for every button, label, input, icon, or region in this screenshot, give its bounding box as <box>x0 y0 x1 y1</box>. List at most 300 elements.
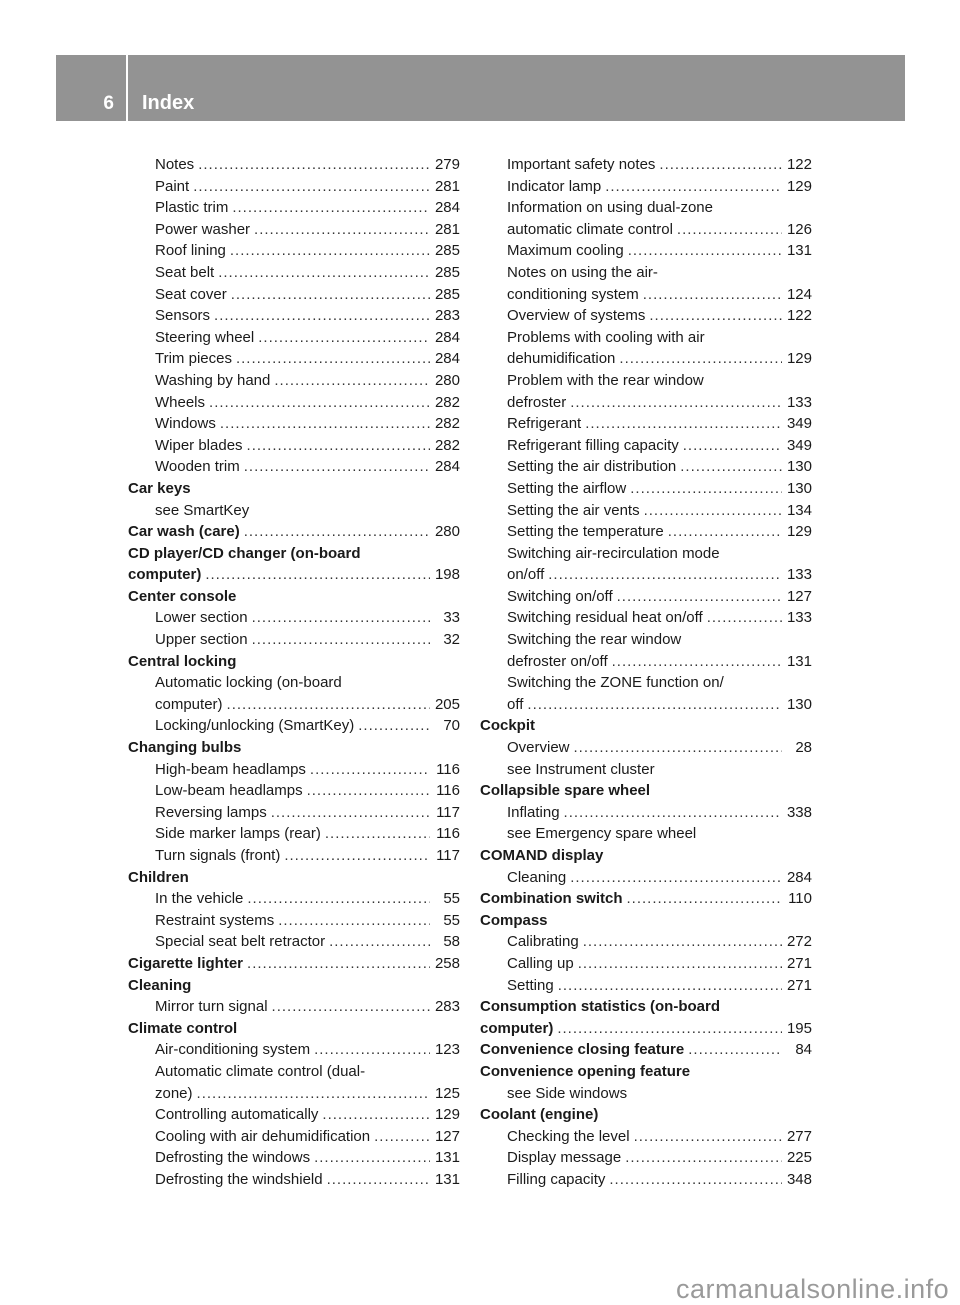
dot-leader <box>252 607 430 629</box>
index-heading <box>480 910 812 932</box>
page-reference[interactable]: 130 <box>786 458 812 476</box>
index-entry[interactable] <box>128 629 460 651</box>
page-reference[interactable]: 285 <box>434 263 460 281</box>
entry-text: Overview of systems <box>507 307 646 325</box>
entry-text: Refrigerant <box>507 415 582 433</box>
dot-leader <box>612 651 782 673</box>
index-entry[interactable] <box>128 1104 460 1126</box>
dot-leader <box>630 478 782 500</box>
page-reference[interactable]: 131 <box>786 652 812 670</box>
entry-text: Setting the air vents <box>507 501 640 519</box>
page-reference[interactable]: 131 <box>786 242 812 260</box>
page-reference[interactable]: 283 <box>434 307 460 325</box>
index-entry[interactable] <box>128 240 460 262</box>
page-reference[interactable]: 283 <box>434 998 460 1016</box>
page-reference[interactable]: 116 <box>436 782 460 800</box>
index-entry[interactable] <box>480 284 812 306</box>
entry-text: automatic climate control <box>507 220 673 238</box>
page-reference[interactable]: 116 <box>436 825 460 843</box>
index-entry[interactable] <box>480 219 812 241</box>
dot-leader <box>322 1104 430 1126</box>
page-reference[interactable]: 127 <box>786 587 812 605</box>
entry-text: see SmartKey <box>155 501 250 519</box>
index-entry[interactable] <box>128 802 460 824</box>
page-reference[interactable]: 271 <box>786 976 812 994</box>
index-entry[interactable] <box>128 780 460 802</box>
dot-leader <box>627 888 783 910</box>
index-entry[interactable] <box>128 370 460 392</box>
index-entry[interactable] <box>480 435 812 457</box>
index-entry[interactable] <box>128 1147 460 1169</box>
entry-text: Center console <box>128 587 237 605</box>
index-entry[interactable] <box>480 240 812 262</box>
page-reference[interactable]: 280 <box>434 371 460 389</box>
index-entry[interactable] <box>128 910 460 932</box>
dot-leader <box>634 1126 782 1148</box>
index-entry[interactable] <box>128 996 460 1018</box>
dot-leader <box>649 305 782 327</box>
index-entry <box>480 262 812 284</box>
dot-leader <box>585 413 782 435</box>
entry-text: Changing bulbs <box>128 739 242 757</box>
page-reference[interactable]: 117 <box>436 803 460 821</box>
index-entry[interactable] <box>128 154 460 176</box>
entry-text: zone) <box>155 1084 193 1102</box>
index-entry[interactable] <box>480 586 812 608</box>
page-reference[interactable]: 131 <box>434 1149 460 1167</box>
entry-text: Maximum cooling <box>507 242 624 260</box>
page-reference[interactable]: 285 <box>434 242 460 260</box>
index-entry[interactable] <box>128 607 460 629</box>
index-entry[interactable] <box>128 823 460 845</box>
page-reference[interactable]: 28 <box>795 739 812 757</box>
dot-leader <box>683 435 782 457</box>
entry-text: computer) <box>155 695 223 713</box>
entry-text: Paint <box>155 177 190 195</box>
index-entry[interactable] <box>128 392 460 414</box>
entry-text: defroster <box>507 393 567 411</box>
entry-text: Seat belt <box>155 263 215 281</box>
entry-text: Reversing lamps <box>155 803 267 821</box>
index-heading[interactable] <box>480 888 812 910</box>
index-entry[interactable] <box>480 975 812 997</box>
dot-leader <box>272 996 430 1018</box>
page-reference[interactable]: 110 <box>788 890 812 908</box>
dot-leader <box>258 327 430 349</box>
page-reference[interactable]: 285 <box>434 285 460 303</box>
entry-text: Restraint systems <box>155 911 275 929</box>
entry-text: Switching on/off <box>507 587 613 605</box>
index-entry[interactable] <box>480 1126 812 1148</box>
index-heading[interactable] <box>480 1018 812 1040</box>
index-entry <box>480 370 812 392</box>
page-reference[interactable]: 348 <box>786 1170 812 1188</box>
index-entry <box>480 1083 812 1105</box>
entry-text: Locking/unlocking (SmartKey) <box>155 717 355 735</box>
index-entry[interactable] <box>128 327 460 349</box>
dot-leader <box>707 607 782 629</box>
page-reference[interactable]: 55 <box>443 911 460 929</box>
page-reference[interactable]: 258 <box>434 954 460 972</box>
dot-leader <box>609 1169 782 1191</box>
dot-leader <box>583 931 782 953</box>
index-entry[interactable] <box>480 737 812 759</box>
entry-text: Indicator lamp <box>507 177 602 195</box>
entry-text: Setting the temperature <box>507 523 664 541</box>
index-entry[interactable] <box>128 1039 460 1061</box>
page-reference[interactable]: 122 <box>786 307 812 325</box>
dot-leader <box>617 586 782 608</box>
entry-text: Setting <box>507 976 554 994</box>
section-title: Index <box>142 92 195 114</box>
page-reference[interactable]: 133 <box>786 566 812 584</box>
entry-text: Wiper blades <box>155 436 243 454</box>
index-entry[interactable] <box>128 262 460 284</box>
index-entry[interactable] <box>128 348 460 370</box>
dot-leader <box>688 1039 782 1061</box>
page-reference[interactable]: 127 <box>434 1127 460 1145</box>
index-heading <box>128 651 460 673</box>
dot-leader <box>274 370 430 392</box>
index-entry[interactable] <box>128 931 460 953</box>
dot-leader <box>247 888 430 910</box>
index-entry[interactable] <box>480 651 812 673</box>
index-entry <box>480 197 812 219</box>
dot-leader <box>570 392 782 414</box>
page-reference[interactable]: 84 <box>795 1041 812 1059</box>
entry-text: Calibrating <box>507 933 579 951</box>
dot-leader <box>218 262 430 284</box>
index-entry[interactable] <box>128 413 460 435</box>
entry-text: Cockpit <box>480 717 536 735</box>
entry-text: Setting the airflow <box>507 479 627 497</box>
dot-leader <box>374 1126 430 1148</box>
page-reference[interactable]: 129 <box>786 350 812 368</box>
index-heading[interactable] <box>480 1039 812 1061</box>
entry-text: Side marker lamps (rear) <box>155 825 321 843</box>
dot-leader <box>252 629 430 651</box>
entry-text: Switching the rear window <box>507 631 682 649</box>
page-reference[interactable]: 134 <box>786 501 812 519</box>
index-entry[interactable] <box>480 802 812 824</box>
page-reference[interactable]: 284 <box>434 328 460 346</box>
index-entry[interactable] <box>128 1126 460 1148</box>
entry-text: Inflating <box>507 803 560 821</box>
index-entry[interactable] <box>480 305 812 327</box>
page-reference[interactable]: 272 <box>786 933 812 951</box>
entry-text: Special seat belt retractor <box>155 933 326 951</box>
page-reference[interactable]: 281 <box>434 220 460 238</box>
page-reference[interactable]: 284 <box>786 868 812 886</box>
page-reference[interactable]: 122 <box>786 156 812 173</box>
page-reference[interactable]: 277 <box>786 1127 812 1145</box>
page-reference[interactable]: 129 <box>434 1106 460 1124</box>
page-reference[interactable]: 133 <box>786 393 812 411</box>
page-reference[interactable]: 284 <box>434 199 460 217</box>
dot-leader <box>574 737 782 759</box>
dot-leader <box>284 845 430 867</box>
index-entry <box>480 823 812 845</box>
dot-leader <box>214 305 430 327</box>
page-reference[interactable]: 225 <box>786 1149 812 1167</box>
entry-text: Switching air-recirculation mode <box>507 544 720 562</box>
entry-text: Problem with the rear window <box>507 371 704 389</box>
index-entry[interactable] <box>480 413 812 435</box>
page-reference[interactable]: 282 <box>434 393 460 411</box>
index-entry[interactable] <box>480 176 812 198</box>
entry-text: Coolant (engine) <box>480 1106 599 1124</box>
dot-leader <box>327 1169 430 1191</box>
entry-text: Switching residual heat on/off <box>507 609 703 627</box>
entry-text: Checking the level <box>507 1127 630 1145</box>
index-entry[interactable] <box>480 607 812 629</box>
index-entry[interactable] <box>128 435 460 457</box>
page-reference[interactable]: 58 <box>443 933 460 951</box>
entry-text: Filling capacity <box>507 1170 606 1188</box>
dot-leader <box>220 413 430 435</box>
dot-leader <box>278 910 430 932</box>
dot-leader <box>193 176 430 198</box>
index-entry[interactable] <box>128 176 460 198</box>
dot-leader <box>659 154 782 176</box>
entry-text: Roof lining <box>155 242 226 260</box>
dot-leader <box>628 240 782 262</box>
index-entry[interactable] <box>480 154 812 176</box>
page-reference[interactable]: 281 <box>434 177 460 195</box>
page-reference[interactable]: 32 <box>443 631 460 649</box>
index-entry[interactable] <box>480 953 812 975</box>
entry-text: defroster on/off <box>507 652 608 670</box>
index-entry[interactable] <box>128 888 460 910</box>
entry-text: Power washer <box>155 220 251 238</box>
page-reference[interactable]: 117 <box>436 847 460 864</box>
page-reference[interactable]: 282 <box>434 415 460 433</box>
entry-text: Convenience closing feature <box>480 1041 685 1059</box>
index-entry[interactable] <box>480 392 812 414</box>
watermark: carmanualsonline.info <box>676 1274 950 1304</box>
entry-text: In the vehicle <box>155 890 244 908</box>
index-heading <box>128 1018 460 1040</box>
entry-text: Wheels <box>155 393 206 411</box>
index-entry <box>480 629 812 651</box>
entry-text: Mirror turn signal <box>155 998 268 1016</box>
index-entry[interactable] <box>128 1083 460 1105</box>
dot-leader <box>527 694 782 716</box>
entry-text: Turn signals (front) <box>155 847 281 864</box>
entry-text: Plastic trim <box>155 199 229 217</box>
dot-leader <box>570 867 782 889</box>
index-entry[interactable] <box>480 478 812 500</box>
index-column-left <box>128 154 460 1191</box>
index-entry[interactable] <box>480 1169 812 1191</box>
index-heading[interactable] <box>128 953 460 975</box>
page-reference[interactable]: 130 <box>786 479 812 497</box>
dot-leader <box>329 931 430 953</box>
index-entry <box>480 759 812 781</box>
page-reference[interactable]: 349 <box>786 415 812 433</box>
page-reference[interactable]: 116 <box>436 760 460 778</box>
entry-text: High-beam headlamps <box>155 760 306 778</box>
index-entry <box>480 327 812 349</box>
entry-text: Cleaning <box>507 868 567 886</box>
entry-text: Windows <box>155 415 216 433</box>
index-entry[interactable] <box>128 284 460 306</box>
dot-leader <box>247 953 430 975</box>
entry-text: Central locking <box>128 652 237 670</box>
index-entry[interactable] <box>128 305 460 327</box>
dot-leader <box>205 564 430 586</box>
entry-text: Cigarette lighter <box>128 954 244 972</box>
index-entry <box>480 543 812 565</box>
entry-text: Combination switch <box>480 890 623 908</box>
entry-text: Low-beam headlamps <box>155 782 303 800</box>
entry-text: Climate control <box>128 1019 238 1037</box>
index-heading <box>128 867 460 889</box>
dot-leader <box>232 197 430 219</box>
dot-leader <box>197 1083 430 1105</box>
page-reference[interactable]: 124 <box>786 285 812 303</box>
entry-text: Notes on using the air- <box>507 263 658 281</box>
page-reference[interactable]: 129 <box>786 523 812 541</box>
dot-leader <box>230 240 430 262</box>
index-heading <box>128 543 460 565</box>
index-heading <box>128 478 460 500</box>
index-entry[interactable] <box>128 715 460 737</box>
index-heading <box>480 845 812 867</box>
index-entry[interactable] <box>128 1169 460 1191</box>
page-reference[interactable]: 126 <box>786 220 812 238</box>
page-reference[interactable]: 195 <box>786 1019 812 1037</box>
index-heading <box>480 1061 812 1083</box>
index-entry[interactable] <box>480 521 812 543</box>
dot-leader <box>564 802 782 824</box>
index-heading <box>480 715 812 737</box>
entry-text: Wooden trim <box>155 458 240 476</box>
index-entry[interactable] <box>480 931 812 953</box>
page-reference[interactable]: 125 <box>434 1084 460 1102</box>
entry-text: Refrigerant filling capacity <box>507 436 679 454</box>
index-heading[interactable] <box>128 521 460 543</box>
entry-text: Display message <box>507 1149 622 1167</box>
page-reference[interactable]: 129 <box>786 177 812 195</box>
dot-leader <box>325 823 430 845</box>
index-entry <box>128 672 460 694</box>
entry-text: computer) <box>480 1019 554 1037</box>
page-reference[interactable]: 130 <box>786 695 812 713</box>
entry-text: Automatic climate control (dual- <box>155 1062 366 1080</box>
index-entry[interactable] <box>128 197 460 219</box>
index-entry[interactable] <box>128 694 460 716</box>
dot-leader <box>314 1147 430 1169</box>
index-entry[interactable] <box>480 1147 812 1169</box>
page-reference[interactable]: 205 <box>434 695 460 713</box>
dot-leader <box>358 715 430 737</box>
entry-text: Collapsible spare wheel <box>480 782 651 800</box>
entry-text: see Side windows <box>507 1084 628 1102</box>
page-reference[interactable]: 198 <box>434 566 460 584</box>
entry-text: Air-conditioning system <box>155 1041 311 1059</box>
entry-text: Problems with cooling with air <box>507 328 705 346</box>
dot-leader <box>578 953 782 975</box>
page-header <box>56 55 905 121</box>
entry-text: off <box>507 695 524 713</box>
dot-leader <box>310 759 430 781</box>
entry-text: Car keys <box>128 479 191 497</box>
page-reference[interactable]: 131 <box>434 1170 460 1188</box>
index-entry[interactable] <box>480 694 812 716</box>
index-heading <box>128 586 460 608</box>
entry-text: Convenience opening feature <box>480 1062 691 1080</box>
page-reference[interactable]: 349 <box>786 436 812 454</box>
page-reference[interactable]: 282 <box>434 436 460 454</box>
entry-text: computer) <box>128 566 202 584</box>
entry-text: Information on using dual-zone <box>507 199 713 217</box>
entry-text: CD player/CD changer (on-board <box>128 544 361 562</box>
page-reference[interactable]: 55 <box>443 890 460 908</box>
entry-text: Controlling automatically <box>155 1106 319 1124</box>
index-entry[interactable] <box>128 456 460 478</box>
index-entry[interactable] <box>128 759 460 781</box>
page-reference[interactable]: 271 <box>786 954 812 972</box>
entry-text: Setting the air distribution <box>507 458 677 476</box>
dot-leader <box>314 1039 430 1061</box>
dot-leader <box>198 154 430 176</box>
dot-leader <box>558 975 782 997</box>
index-entry[interactable] <box>480 500 812 522</box>
entry-text: see Emergency spare wheel <box>507 825 697 843</box>
page-number: 6 <box>103 93 114 114</box>
page-reference[interactable]: 284 <box>434 350 460 368</box>
index-heading[interactable] <box>128 564 460 586</box>
entry-text: Calling up <box>507 954 574 972</box>
page-reference[interactable]: 33 <box>443 609 460 627</box>
index-entry <box>128 1061 460 1083</box>
entry-text: COMAND display <box>480 847 604 864</box>
entry-text: Notes <box>155 156 195 173</box>
entry-text: Important safety notes <box>507 156 656 173</box>
entry-text: see Instrument cluster <box>507 760 655 778</box>
page-reference[interactable]: 133 <box>786 609 812 627</box>
index-entry[interactable] <box>128 219 460 241</box>
entry-text: Cleaning <box>128 976 192 994</box>
index-entry[interactable] <box>480 348 812 370</box>
entry-text: dehumidification <box>507 350 616 368</box>
entry-text: Trim pieces <box>155 350 232 368</box>
index-entry[interactable] <box>480 564 812 586</box>
dot-leader <box>677 219 782 241</box>
entry-text: Sensors <box>155 307 211 325</box>
page-reference[interactable]: 279 <box>434 156 460 173</box>
page-reference[interactable]: 284 <box>434 458 460 476</box>
index-entry[interactable] <box>480 456 812 478</box>
entry-text: Cooling with air dehumidification <box>155 1127 371 1145</box>
index-entry[interactable] <box>128 845 460 867</box>
index-entry <box>128 500 460 522</box>
page-reference[interactable]: 123 <box>434 1041 460 1059</box>
index-heading <box>128 975 460 997</box>
page-reference[interactable]: 338 <box>786 803 812 821</box>
index-entry[interactable] <box>480 867 812 889</box>
entry-text: Lower section <box>155 609 248 627</box>
dot-leader <box>236 348 430 370</box>
entry-text: Compass <box>480 911 548 929</box>
page-reference[interactable]: 280 <box>434 523 460 541</box>
dot-leader <box>557 1018 782 1040</box>
dot-leader <box>231 284 430 306</box>
page-reference[interactable]: 70 <box>443 717 460 735</box>
entry-text: Upper section <box>155 631 248 649</box>
entry-text: Children <box>128 868 189 886</box>
